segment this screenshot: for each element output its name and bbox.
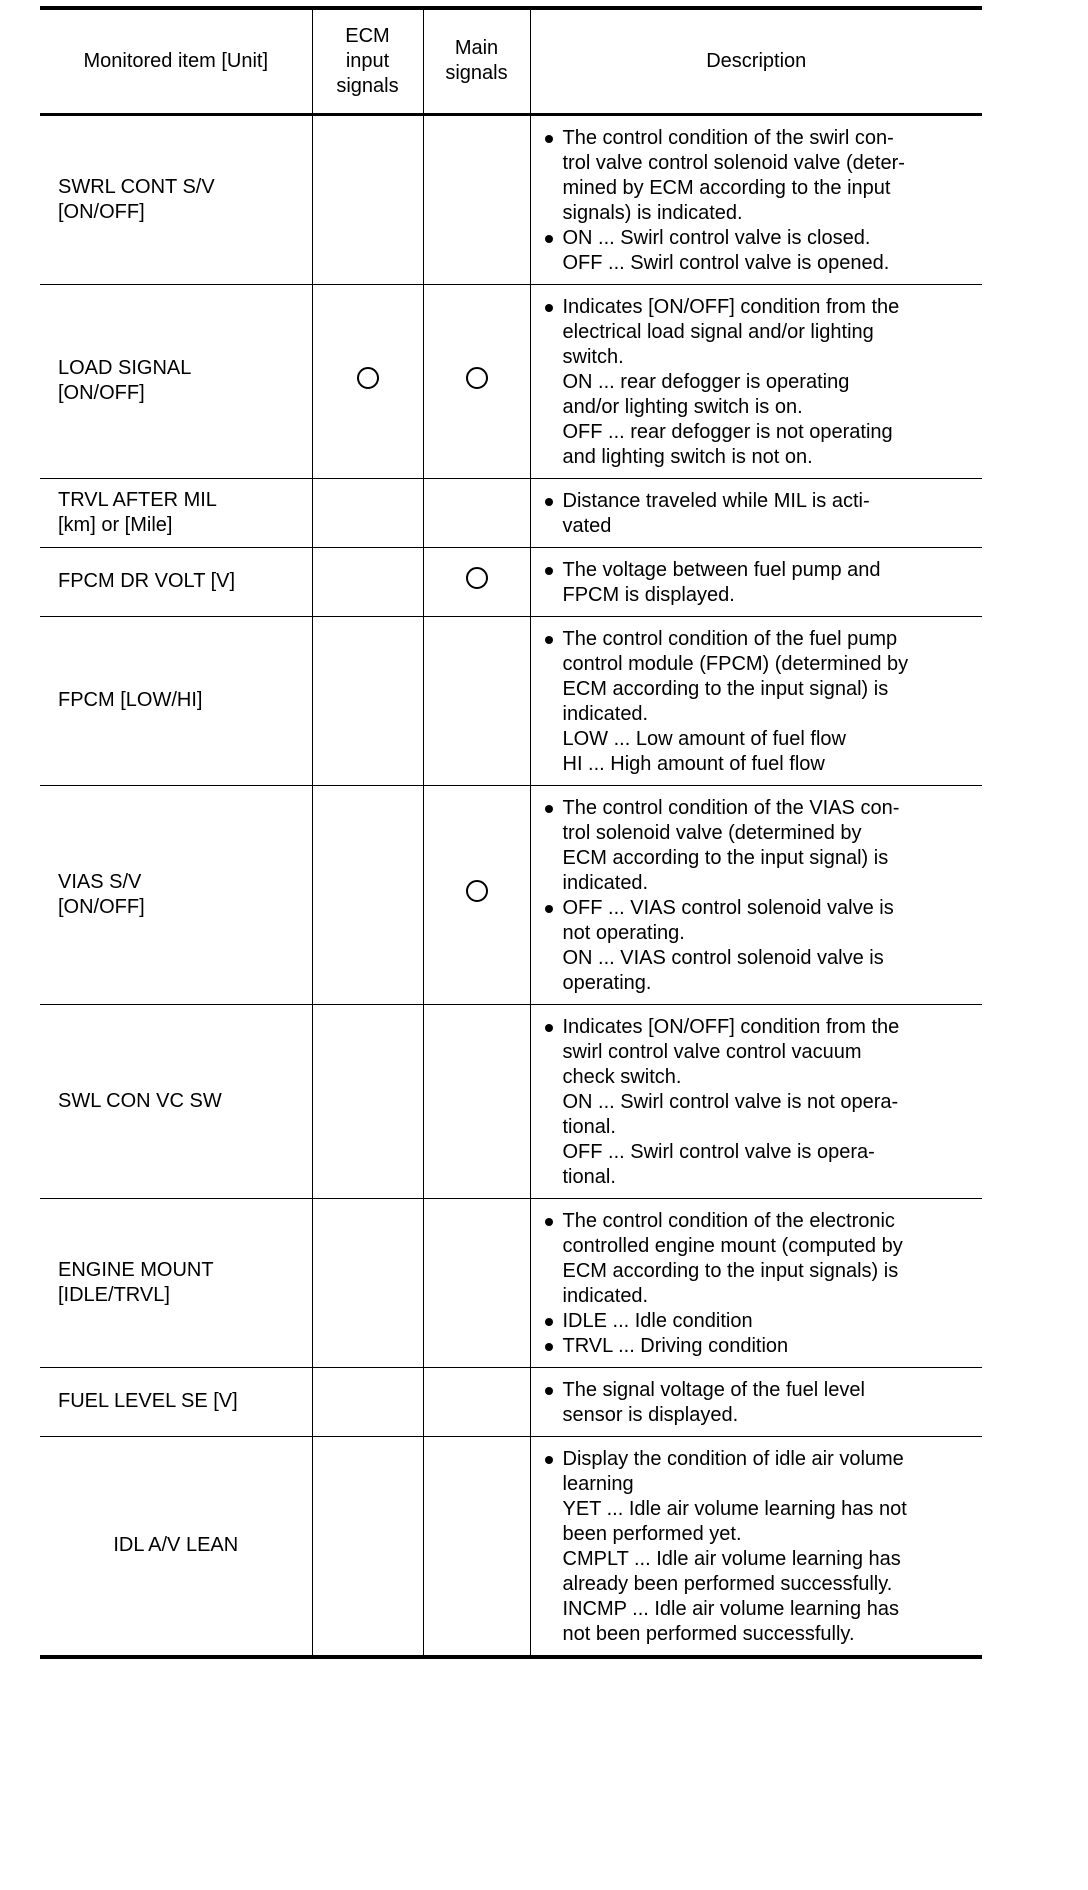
ecm-input-signal-cell [312, 284, 423, 478]
description-bullet-item [541, 1209, 979, 1309]
description-cell [530, 616, 982, 785]
description-bullet-item [541, 1015, 979, 1190]
description-text: Indicates [ON/OFF] condition from the electrical load signal and/or lighting switch. ON ... rear defogger is operating and/or lighting switch is on. OFF ... rear defogger is not operating and lighting switch is not on. [562, 295, 900, 468]
description-text: Indicates [ON/OFF] condition from the swirl control valve control vacuum check switch. ON ... Swirl control valve is not opera- tional. OFF ... Swirl control valve is opera- tional. [562, 1015, 900, 1188]
description-text: The control condition of the electronic controlled engine mount (computed by ECM according to the input signals) is indicated. [562, 1209, 903, 1307]
bullet-icon [541, 489, 563, 514]
description-cell [530, 547, 982, 616]
bullet-icon [541, 1209, 563, 1234]
ecm-input-signal-cell [312, 1198, 423, 1367]
description-bullet-item [541, 126, 979, 226]
table-header-row [40, 8, 982, 114]
ecm-input-signal-cell [312, 616, 423, 785]
signal-mark-icon [466, 880, 488, 902]
description-bullet-item [541, 295, 979, 470]
description-text: Distance traveled while MIL is acti- vated [562, 489, 870, 537]
monitored-item-cell: IDL A/V LEAN [40, 1436, 312, 1657]
main-signal-cell [423, 616, 530, 785]
ecm-input-signal-cell [312, 547, 423, 616]
description-text: Display the condition of idle air volume learning YET ... Idle air volume learning has not been performed yet. CMPLT ... Idle air volume learning has already been performed successfully. INCMP ... Idle air volume learning has not been performed successfully. [562, 1447, 907, 1645]
bullet-icon [541, 1447, 563, 1472]
description-cell [530, 1004, 982, 1198]
header-monitored-item: Monitored item [Unit] [40, 8, 312, 114]
monitored-item-cell: FUEL LEVEL SE [V] [40, 1367, 312, 1436]
table-row [40, 478, 982, 547]
table-row [40, 616, 982, 785]
description-bullet-item [541, 1378, 979, 1428]
bullet-icon [541, 896, 563, 921]
main-signal-cell [423, 1004, 530, 1198]
description-text: ON ... Swirl control valve is closed. OFF ... Swirl control valve is opened. [562, 226, 890, 274]
main-signal-cell [423, 1436, 530, 1657]
bullet-icon [541, 1378, 563, 1403]
description-bullet-item [541, 896, 979, 996]
monitor-item-table [40, 6, 982, 1659]
table-row [40, 1198, 982, 1367]
main-signal-cell [423, 1367, 530, 1436]
header-description: Description [530, 8, 982, 114]
description-bullet-item [541, 627, 979, 777]
bullet-icon [541, 226, 563, 251]
description-bullet-item [541, 796, 979, 896]
description-text: The control condition of the VIAS con- trol solenoid valve (determined by ECM according to the input signal) is indicated. [562, 796, 900, 894]
ecm-input-signal-cell [312, 1367, 423, 1436]
monitored-item-cell: VIAS S/V [ON/OFF] [40, 785, 312, 1004]
ecm-input-signal-cell [312, 1004, 423, 1198]
bullet-icon [541, 1015, 563, 1040]
description-text: IDLE ... Idle condition [562, 1309, 753, 1332]
table-row [40, 1436, 982, 1657]
description-bullet-item [541, 226, 979, 276]
main-signal-cell [423, 478, 530, 547]
monitored-item-cell: FPCM DR VOLT [V] [40, 547, 312, 616]
bullet-icon [541, 796, 563, 821]
header-ecm-input-signals: ECM input signals [312, 8, 423, 114]
description-bullet-item [541, 489, 979, 539]
ecm-input-signal-cell [312, 478, 423, 547]
description-cell [530, 478, 982, 547]
ecm-input-signal-cell [312, 114, 423, 284]
description-text: OFF ... VIAS control solenoid valve is not operating. ON ... VIAS control solenoid valve is operating. [562, 896, 894, 994]
monitored-item-cell: TRVL AFTER MIL [km] or [Mile] [40, 478, 312, 547]
main-signal-cell [423, 1198, 530, 1367]
table-row [40, 284, 982, 478]
main-signal-cell [423, 547, 530, 616]
table-row [40, 547, 982, 616]
description-cell [530, 1367, 982, 1436]
description-text: The control condition of the swirl con- trol valve control solenoid valve (deter- mined by ECM according to the input signals) is indicated. [562, 126, 905, 224]
bullet-icon [541, 627, 563, 652]
monitored-item-cell: ENGINE MOUNT [IDLE/TRVL] [40, 1198, 312, 1367]
description-cell [530, 1198, 982, 1367]
bullet-icon [541, 295, 563, 320]
bullet-icon [541, 126, 563, 151]
signal-mark-icon [466, 567, 488, 589]
description-text: The control condition of the fuel pump control module (FPCM) (determined by ECM according to the input signal) is indicated. LOW ... Low amount of fuel flow HI ... High amount of fuel flow [562, 627, 909, 775]
ecm-input-signal-cell [312, 785, 423, 1004]
header-main-signals: Main signals [423, 8, 530, 114]
monitored-item-cell: FPCM [LOW/HI] [40, 616, 312, 785]
monitored-item-cell: LOAD SIGNAL [ON/OFF] [40, 284, 312, 478]
bullet-icon [541, 558, 563, 583]
signal-mark-icon [357, 367, 379, 389]
main-signal-cell [423, 785, 530, 1004]
table-row [40, 1004, 982, 1198]
description-text: The signal voltage of the fuel level sensor is displayed. [562, 1378, 865, 1426]
main-signal-cell [423, 284, 530, 478]
description-text: TRVL ... Driving condition [562, 1334, 789, 1357]
monitored-item-cell: SWRL CONT S/V [ON/OFF] [40, 114, 312, 284]
description-cell [530, 785, 982, 1004]
bullet-icon [541, 1309, 563, 1334]
description-bullet-item [541, 558, 979, 608]
monitored-item-cell: SWL CON VC SW [40, 1004, 312, 1198]
bullet-icon [541, 1334, 563, 1359]
table-row [40, 785, 982, 1004]
description-cell [530, 114, 982, 284]
description-bullet-item [541, 1334, 979, 1359]
description-cell [530, 1436, 982, 1657]
description-cell [530, 284, 982, 478]
description-text: The voltage between fuel pump and FPCM is displayed. [562, 558, 881, 606]
description-bullet-item [541, 1309, 979, 1334]
main-signal-cell [423, 114, 530, 284]
description-bullet-item [541, 1447, 979, 1647]
ecm-input-signal-cell [312, 1436, 423, 1657]
signal-mark-icon [466, 367, 488, 389]
table-row [40, 1367, 982, 1436]
table-row [40, 114, 982, 284]
